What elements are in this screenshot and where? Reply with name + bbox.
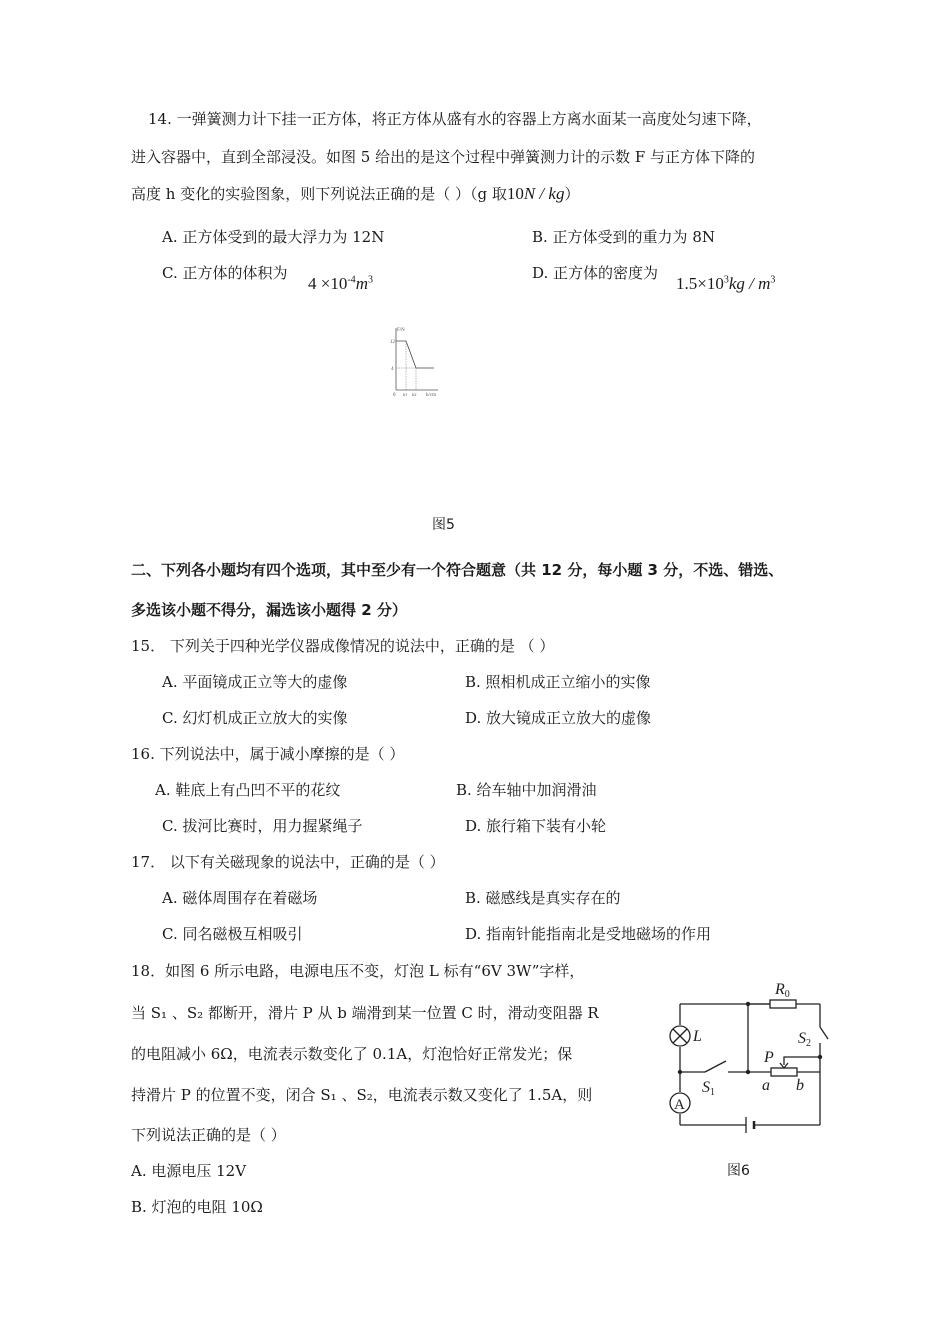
q16-stem: 16. 下列说法中，属于减小摩擦的是（ ） [131,745,405,763]
force-curve [396,341,434,368]
q15-stem: 15． 下列关于四种光学仪器成像情况的说法中，正确的是 （ ） [131,637,555,655]
tick-12: 12 [390,340,395,345]
q18-line-1: 18．如图 6 所示电路，电源电压不变，灯泡 L 标有“6V 3W”字样， [131,962,585,980]
q14-option-b: B. 正方体受到的重力为 8N [532,228,715,246]
q15-option-c: C. 幻灯机成正立放大的实像 [162,709,348,727]
q15-option-d: D. 放大镜成正立放大的虚像 [465,709,652,727]
q16-option-d: D. 旅行箱下装有小轮 [465,817,607,835]
junction-left [678,1070,682,1074]
label-s2: S2 [798,1030,811,1049]
y-axis-label: F/N [397,328,405,333]
figure-5-caption: 图5 [432,517,455,533]
q18-line-3: 的电阻减小 6Ω，电流表示数变化了 0.1A，灯泡恰好正常发光；保 [131,1045,573,1063]
q15-option-b: B. 照相机成正立缩小的实像 [465,673,651,691]
q14-option-d-density: $1.5\times 10^3kg / m^3$ [676,274,776,293]
ammeter-symbol: A [674,1097,685,1113]
q14-line-1: 14. 一弹簧测力计下挂一正方体，将正方体从盛有水的容器上方离水面某一高度处匀速下降， [148,110,762,128]
q14-line-3 [131,183,579,204]
q18-option-b: B. 灯泡的电阻 10Ω [131,1198,263,1216]
label-l: L [693,1028,702,1045]
junction-top [746,1002,750,1006]
label-b: b [796,1077,804,1094]
section-2-heading-line-1: 二、下列各小题均有四个选项，其中至少有一个符合题意（共 12 分，每小题 3 分，不选、错选、 [131,561,784,579]
q17-option-b: B. 磁感线是真实存在的 [465,889,621,907]
switch-s2-blade [820,1027,828,1039]
q14-option-a: A. 正方体受到的最大浮力为 12N [162,228,385,246]
figure-6-circuit [660,975,840,1145]
slider-p-wire [784,1057,820,1065]
label-a: a [762,1077,770,1094]
rheostat-r [771,1068,797,1076]
figure-6-caption: 图6 [727,1163,750,1179]
junction-right [818,1055,822,1059]
junction-middle [746,1070,750,1074]
resistor-r0 [770,1000,796,1008]
g-value: 10N / kg [506,184,565,203]
label-s1: S1 [702,1079,715,1098]
q16-option-b: B. 给车轴中加润滑油 [456,781,597,799]
q17-stem: 17． 以下有关磁现象的说法中，正确的是（ ） [131,853,445,871]
section-2-heading-line-2: 多选该小题不得分，漏选该小题得 2 分） [131,601,407,619]
q14-option-c-volume: $4 \times 10^{-4}m^3$ [308,274,373,293]
label-p: P [764,1049,774,1066]
q15-option-a: A. 平面镜成正立等大的虚像 [162,673,348,691]
q16-option-a: A. 鞋底上有凸凹不平的花纹 [155,781,341,799]
switch-s1-blade [705,1061,726,1072]
q18-line-2: 当 S₁ 、S₂ 都断开，滑片 P 从 b 端滑到某一位置 C 时，滑动变阻器 R [131,1004,599,1022]
x-axis-label: h/cm [426,393,436,398]
q14-line-2: 进入容器中，直到全部浸没。如图 5 给出的是这个过程中弹簧测力计的示数 F 与正方体下降的 [131,148,756,166]
q17-option-c: C. 同名磁极互相吸引 [162,925,303,943]
q18-line-5: 下列说法正确的是（ ） [131,1126,286,1144]
q18-line-4: 持滑片 P 的位置不变，闭合 S₁ 、S₂，电流表示数又变化了 1.5A，则 [131,1086,593,1104]
figure-5-graph [380,324,450,400]
q14-line-3-text: 高度 h 变化的实验图象，则下列说法正确的是（ ）（g 取 [131,185,507,203]
q14-option-d: D. 正方体的密度为 [532,264,659,282]
q14-line-3-close: ） [564,185,580,203]
label-r0: R0 [775,981,790,1000]
q17-option-d: D. 指南针能指南北是受地磁场的作用 [465,925,712,943]
h1-label: h1 [403,392,408,397]
q16-option-c: C. 拔河比赛时，用力握紧绳子 [162,817,363,835]
origin-label: 0 [393,393,396,398]
h2-label: h2 [412,392,417,397]
q18-option-a: A. 电源电压 12V [131,1162,247,1180]
tick-4: 4 [391,367,394,372]
q14-option-c: C. 正方体的体积为 [162,264,288,282]
q17-option-a: A. 磁体周围存在着磁场 [162,889,318,907]
